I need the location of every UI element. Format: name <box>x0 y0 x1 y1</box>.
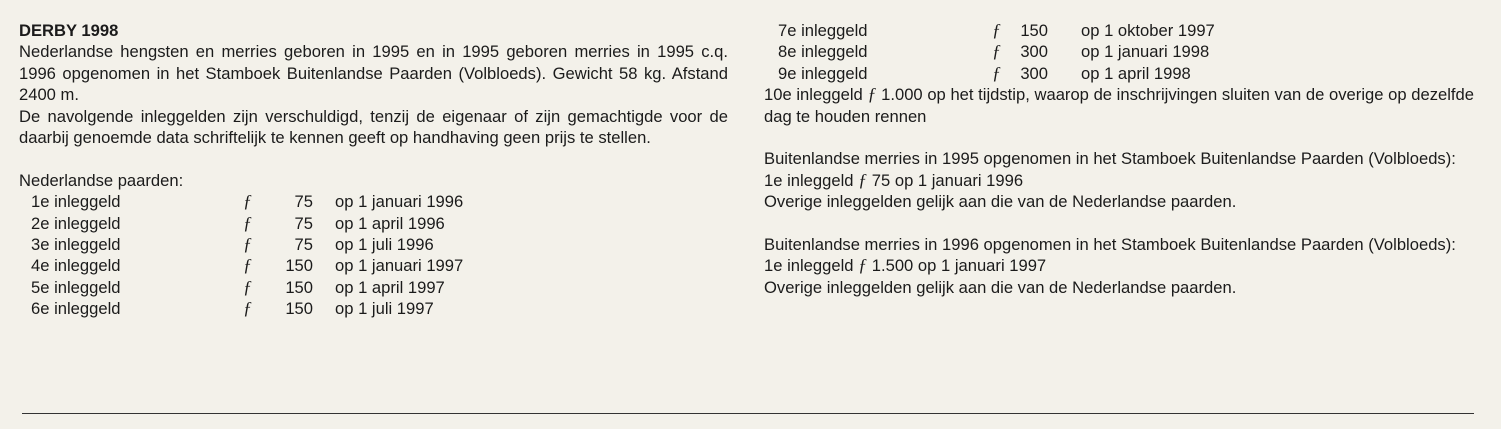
tenth-fee-amount: 1.000 <box>881 85 923 105</box>
left-column <box>19 20 728 320</box>
fee-amount: 150 <box>285 277 313 297</box>
fee-row <box>19 277 728 298</box>
guilder-symbol: ƒ <box>243 298 252 319</box>
fee-row <box>19 298 728 319</box>
fee-amount: 150 <box>285 299 313 319</box>
fee-amount: 75 <box>294 235 313 255</box>
fee-label: 6e inleggeld <box>31 299 121 319</box>
dutch-fee-list <box>19 191 728 319</box>
fee-amount: 75 <box>294 213 313 233</box>
fee-label: 7e inleggeld <box>778 21 868 40</box>
fee-amount: 300 <box>1020 63 1048 83</box>
guilder-symbol: ƒ <box>243 212 252 233</box>
fee-label: 9e inleggeld <box>778 63 868 83</box>
foreign-1996-other: Overige inleggelden gelijk aan die van de Nederlandse paarden. <box>764 277 1237 297</box>
fee-notice: De navolgende inleggelden zijn verschuldigd, tenzij de eigenaar of zijn gemachtigde voor de daarbij genoemde data schriftelijk te kennen geeft op handhaving geen prijs te stellen. <box>19 106 728 148</box>
fee-date: op 1 januari 1998 <box>1081 42 1210 62</box>
guilder-symbol: ƒ <box>243 191 252 212</box>
fee-label: 5e inleggeld <box>31 277 121 297</box>
fee-label: 8e inleggeld <box>778 42 868 62</box>
fee-label: 2e inleggeld <box>31 213 121 233</box>
fee-date: op 1 april 1998 <box>1081 63 1191 83</box>
guilder-symbol: ƒ <box>992 41 1001 62</box>
fee-row <box>19 213 728 234</box>
right-column <box>764 20 1474 298</box>
fee-amount: 300 <box>1020 42 1048 62</box>
fee-date: op 1 juli 1996 <box>335 235 434 255</box>
fee-row <box>19 191 728 212</box>
fee-label: 3e inleggeld <box>31 235 121 255</box>
race-title: DERBY 1998 <box>19 21 119 40</box>
tenth-fee-terms: op het tijdstip, waarop de inschrijvingen sluiten van de overige op dezelfde dag te houden rennen <box>764 85 1474 126</box>
dutch-heading: Nederlandse paarden: <box>19 170 184 190</box>
bottom-divider <box>22 413 1474 414</box>
guilder-symbol: ƒ <box>867 84 877 105</box>
fee-date: op 1 januari 1997 <box>335 256 464 276</box>
spacer <box>19 148 728 169</box>
guilder-symbol: ƒ <box>992 20 1001 40</box>
fee-label: 4e inleggeld <box>31 256 121 276</box>
fee-date: op 1 juli 1997 <box>335 299 434 319</box>
spacer <box>764 213 1474 234</box>
fee-amount: 75 <box>294 192 313 212</box>
dutch-fee-list-continued <box>764 20 1474 84</box>
fee-row <box>764 41 1474 62</box>
foreign-1995-heading: Buitenlandse merries in 1995 opgenomen in het Stamboek Buitenlandse Paarden (Volbloeds): <box>764 149 1456 169</box>
fee-amount: 150 <box>285 256 313 276</box>
fee-row <box>19 255 728 276</box>
fee-date: op 1 april 1997 <box>335 277 445 297</box>
guilder-symbol: ƒ <box>858 169 868 190</box>
spacer <box>764 127 1474 148</box>
fee-amount: 150 <box>1020 21 1048 40</box>
guilder-symbol: ƒ <box>992 62 1001 83</box>
foreign-1995-fee: 1e inleggeld ƒ 75 op 1 januari 1996 <box>764 169 1024 190</box>
fee-row <box>764 63 1474 84</box>
tenth-fee-label: 10e inleggeld <box>764 85 863 105</box>
guilder-symbol: ƒ <box>858 255 868 276</box>
foreign-1995-other: Overige inleggelden gelijk aan die van de Nederlandse paarden. <box>764 192 1237 212</box>
foreign-1996-heading: Buitenlandse merries in 1996 opgenomen in het Stamboek Buitenlandse Paarden (Volbloeds): <box>764 234 1456 254</box>
race-conditions: Nederlandse hengsten en merries geboren in 1995 en in 1995 geboren merries in 1995 c.q. 1996 opgenomen in het Stamboek Buitenlandse Paarden (Volbloeds). Gewicht 58 kg. Afstand 2400 m. <box>19 42 728 105</box>
guilder-symbol: ƒ <box>243 276 252 297</box>
tenth-fee <box>764 84 1474 127</box>
fee-date: op 1 oktober 1997 <box>1081 21 1215 40</box>
fee-row <box>764 20 1474 41</box>
guilder-symbol: ƒ <box>243 234 252 255</box>
fee-label: 1e inleggeld <box>31 192 121 212</box>
guilder-symbol: ƒ <box>243 255 252 276</box>
fee-date: op 1 januari 1996 <box>335 192 464 212</box>
foreign-1996-fee: 1e inleggeld ƒ 1.500 op 1 januari 1997 <box>764 255 1047 276</box>
fee-row <box>19 234 728 255</box>
fee-date: op 1 april 1996 <box>335 213 445 233</box>
